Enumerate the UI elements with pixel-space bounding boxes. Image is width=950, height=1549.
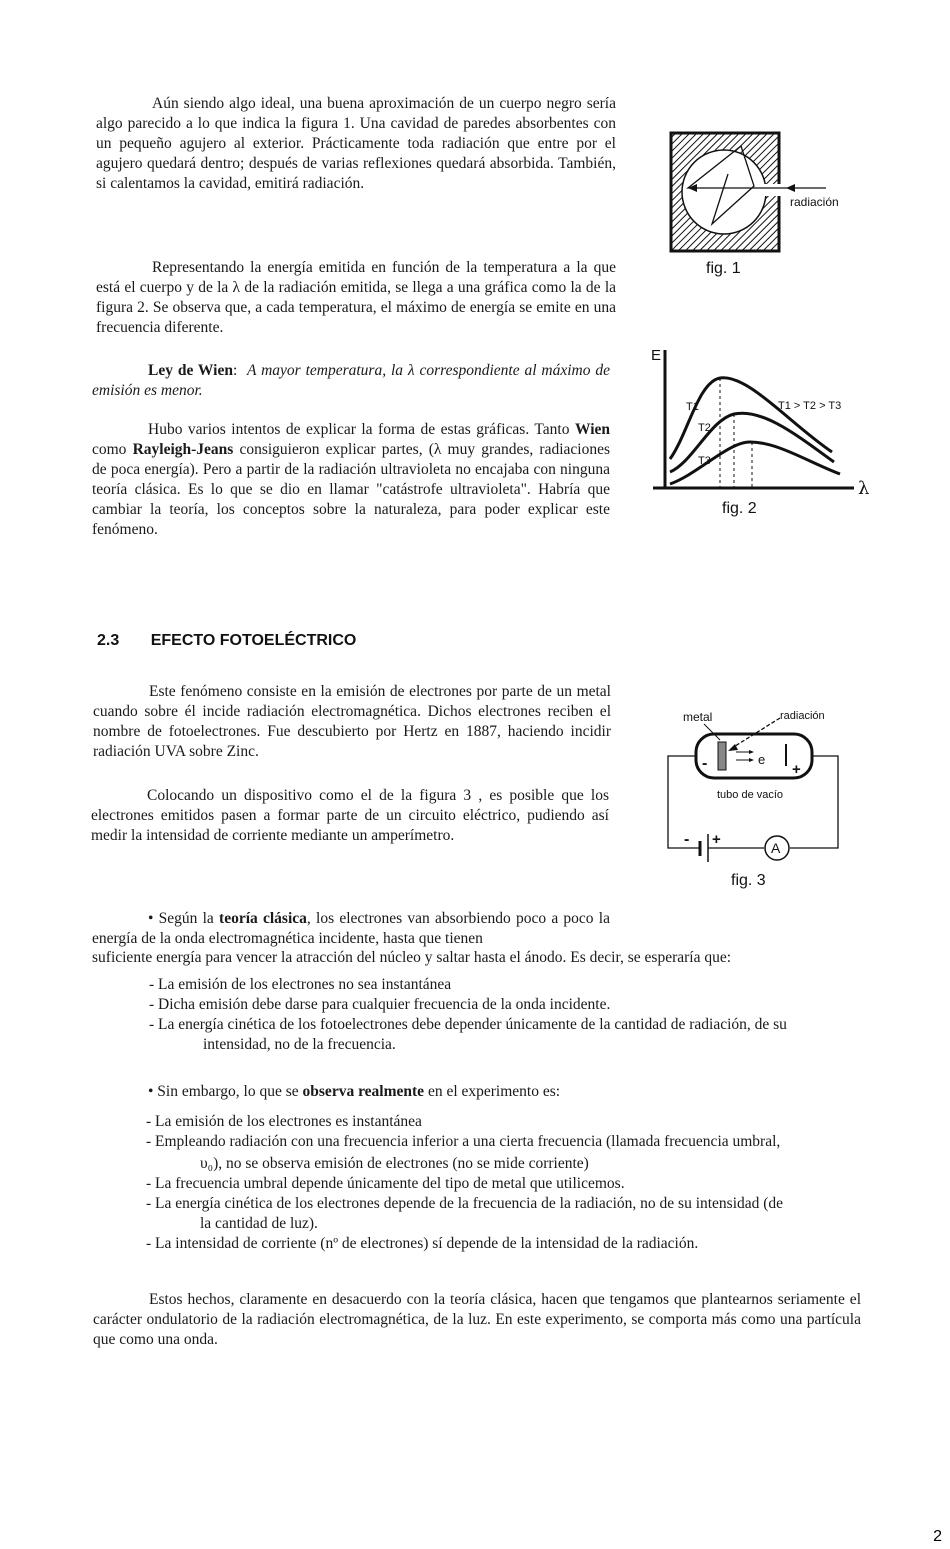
figure-1 <box>666 128 866 278</box>
arrow-head-icon <box>786 184 795 192</box>
cavity <box>682 150 766 234</box>
section-title: EFECTO FOTOELÉCTRICO <box>150 632 357 649</box>
list-item: la cantidad de luz). <box>200 1215 318 1232</box>
fig1-caption: fig. 1 <box>706 260 741 277</box>
list-item: υ₀), no se observa emisión de electrones (no se mide corriente) <box>200 1155 589 1172</box>
fig3-caption: fig. 3 <box>731 872 766 889</box>
fig2-y-axis-label: E <box>651 347 662 364</box>
cathode-sign: - <box>702 755 708 772</box>
paragraph-energy-graph: Representando la energía emitida en función de la temperatura a la que está el cuerpo y de la λ de la radiación emitida, se llega a una gráfica como la de la figura 2. Se observa que, a cada temperatura, el máximo de energía se emite en una frecuencia diferente. <box>96 259 616 336</box>
wien-graph <box>648 344 878 499</box>
list-item: intensidad, no de la frecuencia. <box>203 1036 396 1053</box>
fig3-metal-label: metal <box>683 710 713 724</box>
expected-list <box>149 975 869 1055</box>
metal-plate <box>718 742 726 770</box>
anode-sign: + <box>792 761 801 778</box>
fig3-electron-label: e <box>758 752 766 767</box>
fig2-t2-label: T2 <box>698 422 711 434</box>
curve-t1 <box>670 378 832 459</box>
paragraph-observed-intro: • Sin embargo, lo que se observa realmente en el experimento es: <box>148 1083 561 1100</box>
wien-law-label: Ley de Wien <box>148 362 233 379</box>
paragraph-classic-theory-cont: suficiente energía para vencer la atracción del núcleo y saltar hasta el ánodo. Es decir, se esperaría que: <box>92 949 732 966</box>
fig2-t1-label: T1 <box>686 401 699 413</box>
cavity-hole <box>762 184 782 196</box>
paragraph-conclusion: Estos hechos, claramente en desacuerdo con la teoría clásica, hacen que tengamos que plantearnos seriamente el carácter ondulatorio de la radiación electromagnética, de la luz. En este experimento, se comporta más como una partícula que como una onda. <box>93 1291 861 1348</box>
wien-name: Wien <box>574 421 610 438</box>
wien-law: Ley de Wien: A mayor temperatura, la λ correspondiente al máximo de emisión es menor. <box>92 362 610 399</box>
fig2-x-axis-label: λ <box>858 478 870 499</box>
paragraph-photoelectric-definition: Este fenómeno consiste en la emisión de electrones por parte de un metal cuando sobre él incide radiación electromagnética. Dichos electrones reciben el nombre de fotoelectrones. Fue descubierto por Hertz en 1887, haciendo incidir radiación UVA sobre Zinc. <box>93 683 611 760</box>
cavity-diagram <box>666 128 866 258</box>
fig2-caption: fig. 2 <box>722 500 757 517</box>
battery-plus: + <box>712 831 721 848</box>
rayleigh-jeans-name: Rayleigh-Jeans <box>132 441 234 458</box>
paragraph-black-body: Aún siendo algo ideal, una buena aproximación de un cuerpo negro sería algo parecido a lo que indica la figura 1. Una cavidad de paredes absorbentes con un pequeño agujero al exterior. Prácticamente toda radiación que entre por el agujero quedará dentro; después de varias reflexiones quedará absorbida. También, si calentamos la cavidad, emitirá radiación. <box>96 95 616 192</box>
photoelectric-circuit <box>662 706 852 866</box>
figure-3 <box>662 706 852 896</box>
fig3-tube-label: tubo de vacío <box>717 789 784 801</box>
list-item: - Dicha emisión debe darse para cualquier frecuencia de la onda incidente. <box>149 996 611 1013</box>
observed-list <box>146 1112 866 1254</box>
arrow-head-icon <box>749 750 754 754</box>
list-item: - La emisión de los electrones no sea instantánea <box>149 976 452 993</box>
fig2-temperature-relation: T1 > T2 > T3 <box>778 400 842 412</box>
paragraph-uv-catastrophe: Hubo varios intentos de explicar la forma de estas gráficas. Tanto Wien como Rayleigh-Jeans consiguieron explicar partes, (λ muy grandes, radiaciones de poca energía). Pero a partir de la radiación ultravioleta no encajaba con ninguna teoría clásica. Es lo que se dio en llamar "catástrofe ultravioleta". Habría que cambiar la teoría, los conceptos sobre la naturaleza, para poder explicar este fenómeno. <box>92 421 611 538</box>
observed-term: observa realmente <box>302 1083 425 1100</box>
figure-2 <box>648 344 878 524</box>
list-item: - La energía cinética de los electrones depende de la frecuencia de la radiación, no de su intensidad (de <box>146 1195 784 1212</box>
section-number: 2.3 <box>97 632 120 649</box>
section-heading <box>97 632 356 650</box>
list-item: - La emisión de los electrones es instantánea <box>146 1113 422 1130</box>
page-number: 2 <box>933 1528 942 1545</box>
fig2-t3-label: T3 <box>698 455 711 467</box>
list-item: - Empleando radiación con una frecuencia inferior a una cierta frecuencia (llamada frecuencia umbral, <box>146 1133 781 1150</box>
paragraph-classic-theory: • Según la teoría clásica, los electrones van absorbiendo poco a poco la energía de la onda electromagnética incidente, hasta que tienen <box>92 910 610 947</box>
list-item: - La energía cinética de los fotoelectrones debe depender únicamente de la cantidad de radiación, de su <box>149 1016 787 1033</box>
battery-minus: - <box>684 831 690 848</box>
fig1-radiation-label: radiación <box>790 195 839 209</box>
list-item: - La frecuencia umbral depende únicamente del tipo de metal que utilicemos. <box>146 1175 625 1192</box>
paragraph-device: Colocando un dispositivo como el de la figura 3 , es posible que los electrones emitidos pasen a formar parte de un circuito eléctrico, pudiendo así medir la intensidad de corriente mediante un amperímetro. <box>91 787 609 844</box>
classic-theory-term: teoría clásica <box>219 910 307 927</box>
fig3-radiation-label: radiación <box>780 710 825 722</box>
metal-pointer <box>704 724 720 740</box>
ammeter-label: A <box>771 840 781 856</box>
list-item: - La intensidad de corriente (nº de electrones) sí depende de la intensidad de la radiación. <box>146 1235 699 1252</box>
arrow-head-icon <box>749 758 754 762</box>
wien-law-text: A mayor temperatura, la λ correspondiente al máximo de emisión es menor. <box>92 362 610 399</box>
